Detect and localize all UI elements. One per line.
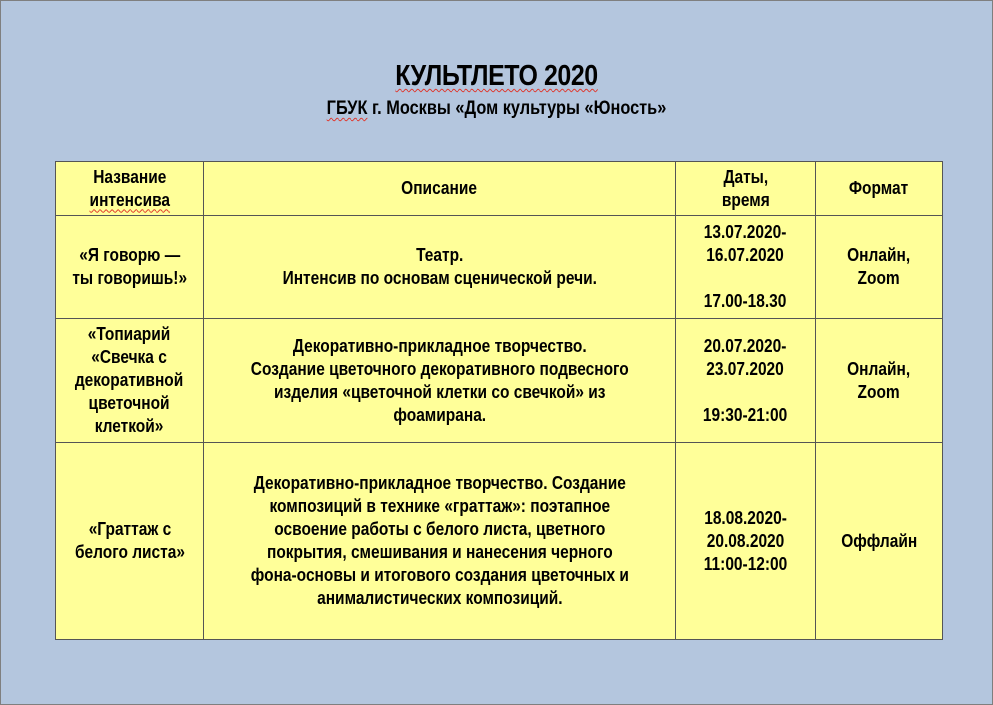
time-line: 19:30-21:00: [703, 404, 788, 425]
description-line: анималистических композиций.: [316, 588, 563, 608]
description-line: композиций в технике «граттаж»: поэтапное: [269, 496, 610, 516]
format-line: Оффлайн: [840, 530, 918, 551]
description-line: изделия «цветочной клетки со свечкой» из: [273, 381, 606, 402]
description-line: фона-основы и итогового создания цветочных и: [250, 565, 629, 585]
description-cell: [204, 216, 676, 319]
column-header-format: [816, 162, 943, 216]
description-line: Театр.: [415, 245, 464, 265]
format-line: Онлайн,: [847, 358, 911, 379]
description-line: покрытия, смешивания и нанесения черного: [266, 542, 613, 562]
description-line: фоамирана.: [393, 404, 486, 425]
table-row: [56, 443, 943, 640]
intensive-name-line: «Я говорю —: [79, 245, 180, 265]
page-title: [70, 60, 924, 93]
intensive-name-line: ты говоришь!»: [72, 268, 187, 288]
intensive-name-line: белого листа»: [74, 542, 185, 562]
subtitle-abbreviation: ГБУК: [326, 98, 368, 119]
description-cell: [204, 443, 676, 640]
dates-cell: [676, 443, 816, 640]
subtitle-text: г. Москвы «Дом культуры «Юность»: [367, 98, 667, 119]
description-line: Декоративно-прикладное творчество.: [292, 335, 587, 356]
column-header-format-label: Формат: [849, 178, 909, 198]
table-header-row: [56, 162, 943, 216]
description-line: Создание цветочного декоративного подвесного: [250, 358, 629, 379]
column-header-dates-line: Даты,: [723, 166, 768, 187]
intensive-name-line: клеткой»: [95, 416, 164, 436]
format-cell: [816, 443, 943, 640]
dates-cell: [676, 216, 816, 319]
format-line: Онлайн,: [847, 245, 911, 265]
intensive-name-cell: [56, 216, 204, 319]
intensives-table: [55, 161, 943, 640]
title-text: КУЛЬТЛЕТО 2020: [395, 60, 598, 92]
intensive-name-line: «Граттаж с: [88, 519, 171, 539]
column-header-description-label: Описание: [401, 178, 478, 198]
description-line: Декоративно-прикладное творчество. Создание: [253, 473, 626, 493]
date-line: 20.08.2020: [706, 530, 785, 551]
format-cell: [816, 319, 943, 443]
column-header-dates: [676, 162, 816, 216]
table-row: [56, 216, 943, 319]
description-cell: [204, 319, 676, 443]
description-line: Интенсив по основам сценической речи.: [282, 268, 597, 288]
page-subtitle: [70, 98, 924, 120]
format-line: Zoom: [857, 268, 901, 288]
intensive-name-cell: [56, 319, 204, 443]
column-header-name-line: Название: [92, 166, 167, 187]
column-header-description: [204, 162, 676, 216]
intensive-name-line: декоративной: [75, 370, 184, 390]
column-header-name: [56, 162, 204, 216]
time-line: 17.00-18.30: [704, 291, 787, 311]
intensive-name-cell: [56, 443, 204, 640]
dates-cell: [676, 319, 816, 443]
date-line: 16.07.2020: [706, 245, 785, 265]
format-cell: [816, 216, 943, 319]
intensive-name-line: «Свечка с: [91, 347, 168, 367]
description-line: освоение работы с белого листа, цветного: [273, 519, 606, 539]
time-line: 11:00-12:00: [703, 553, 788, 574]
intensive-name-line: цветочной: [88, 393, 171, 413]
table-row: [56, 319, 943, 443]
column-header-dates-line: время: [721, 189, 770, 210]
date-line: 13.07.2020-: [704, 222, 787, 242]
intensive-name-line: «Топиарий: [88, 324, 171, 344]
column-header-name-line: интенсива: [89, 189, 170, 210]
date-line: 20.07.2020-: [704, 335, 787, 356]
date-line: 23.07.2020: [706, 358, 785, 379]
format-line: Zoom: [857, 381, 901, 402]
date-line: 18.08.2020-: [704, 507, 787, 528]
